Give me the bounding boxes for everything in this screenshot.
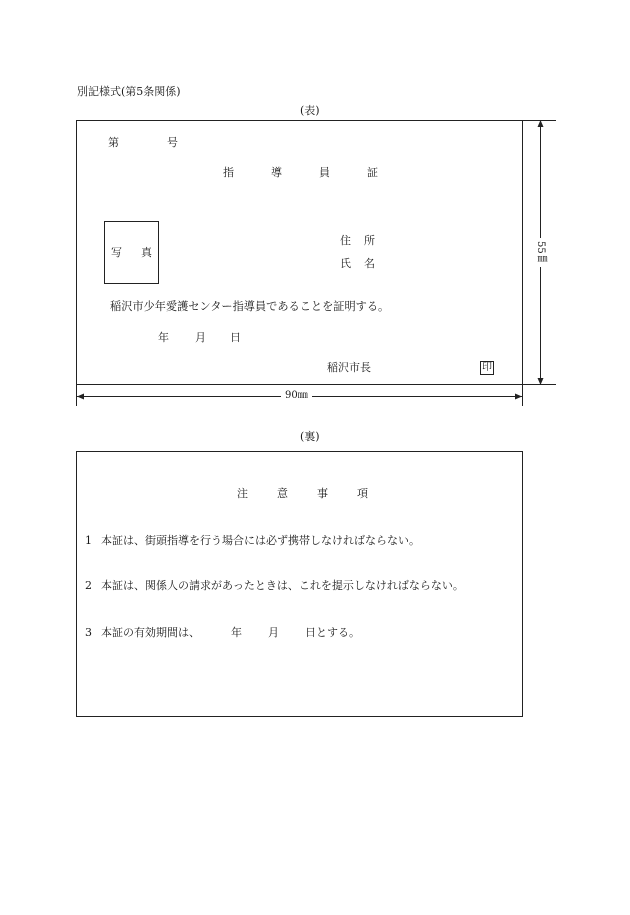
note-1-text: 本証は、街頭指導を行う場合には必ず携帯しなければならない。 (101, 534, 420, 547)
note-3-year-label: 年 (231, 626, 242, 639)
note-3-text: 本証の有効期間は、 (101, 626, 200, 639)
form-title: 別記様式(第5条関係) (77, 85, 181, 98)
photo-label-char-1: 写 (111, 246, 122, 259)
notes-title-char-4: 項 (357, 487, 368, 500)
note-2-text: 本証は、関係人の請求があったときは、これを提示しなければならない。 (101, 579, 464, 592)
name-label-char-2: 名 (364, 257, 375, 270)
number-suffix: 号 (167, 136, 178, 149)
certification-text: 稲沢市少年愛護センター指導員であることを証明する。 (110, 300, 390, 313)
date-month-label: 月 (195, 331, 206, 344)
back-card (76, 451, 523, 717)
front-card (76, 120, 523, 385)
width-dim-label: 90㎜ (281, 391, 312, 401)
name-label-char-1: 氏 (340, 257, 351, 270)
seal-mark: 印 (482, 362, 492, 373)
note-1-number: 1 (85, 534, 92, 547)
notes-title-char-2: 意 (277, 487, 288, 500)
note-3-day-label: 日とする。 (305, 626, 360, 639)
photo-box (104, 221, 159, 284)
height-dim-label: 55㎜ (535, 238, 545, 267)
issuer: 稲沢市長 (327, 361, 371, 374)
card-title-char-2: 導 (271, 166, 282, 179)
address-label-char-2: 所 (364, 234, 375, 247)
card-title-char-4: 証 (367, 166, 378, 179)
card-title-char-3: 員 (319, 166, 330, 179)
note-3-month-label: 月 (268, 626, 279, 639)
note-3-number: 3 (85, 626, 92, 639)
note-2-number: 2 (85, 579, 92, 592)
notes-title-char-1: 注 (237, 487, 248, 500)
photo-label-char-2: 真 (141, 246, 152, 259)
date-year-label: 年 (158, 331, 169, 344)
back-side-label: (裏) (300, 430, 320, 443)
card-title-char-1: 指 (223, 166, 234, 179)
front-side-label: (表) (300, 104, 320, 117)
number-prefix: 第 (108, 136, 119, 149)
date-day-label: 日 (230, 331, 241, 344)
notes-title-char-3: 事 (317, 487, 328, 500)
address-label-char-1: 住 (340, 234, 351, 247)
